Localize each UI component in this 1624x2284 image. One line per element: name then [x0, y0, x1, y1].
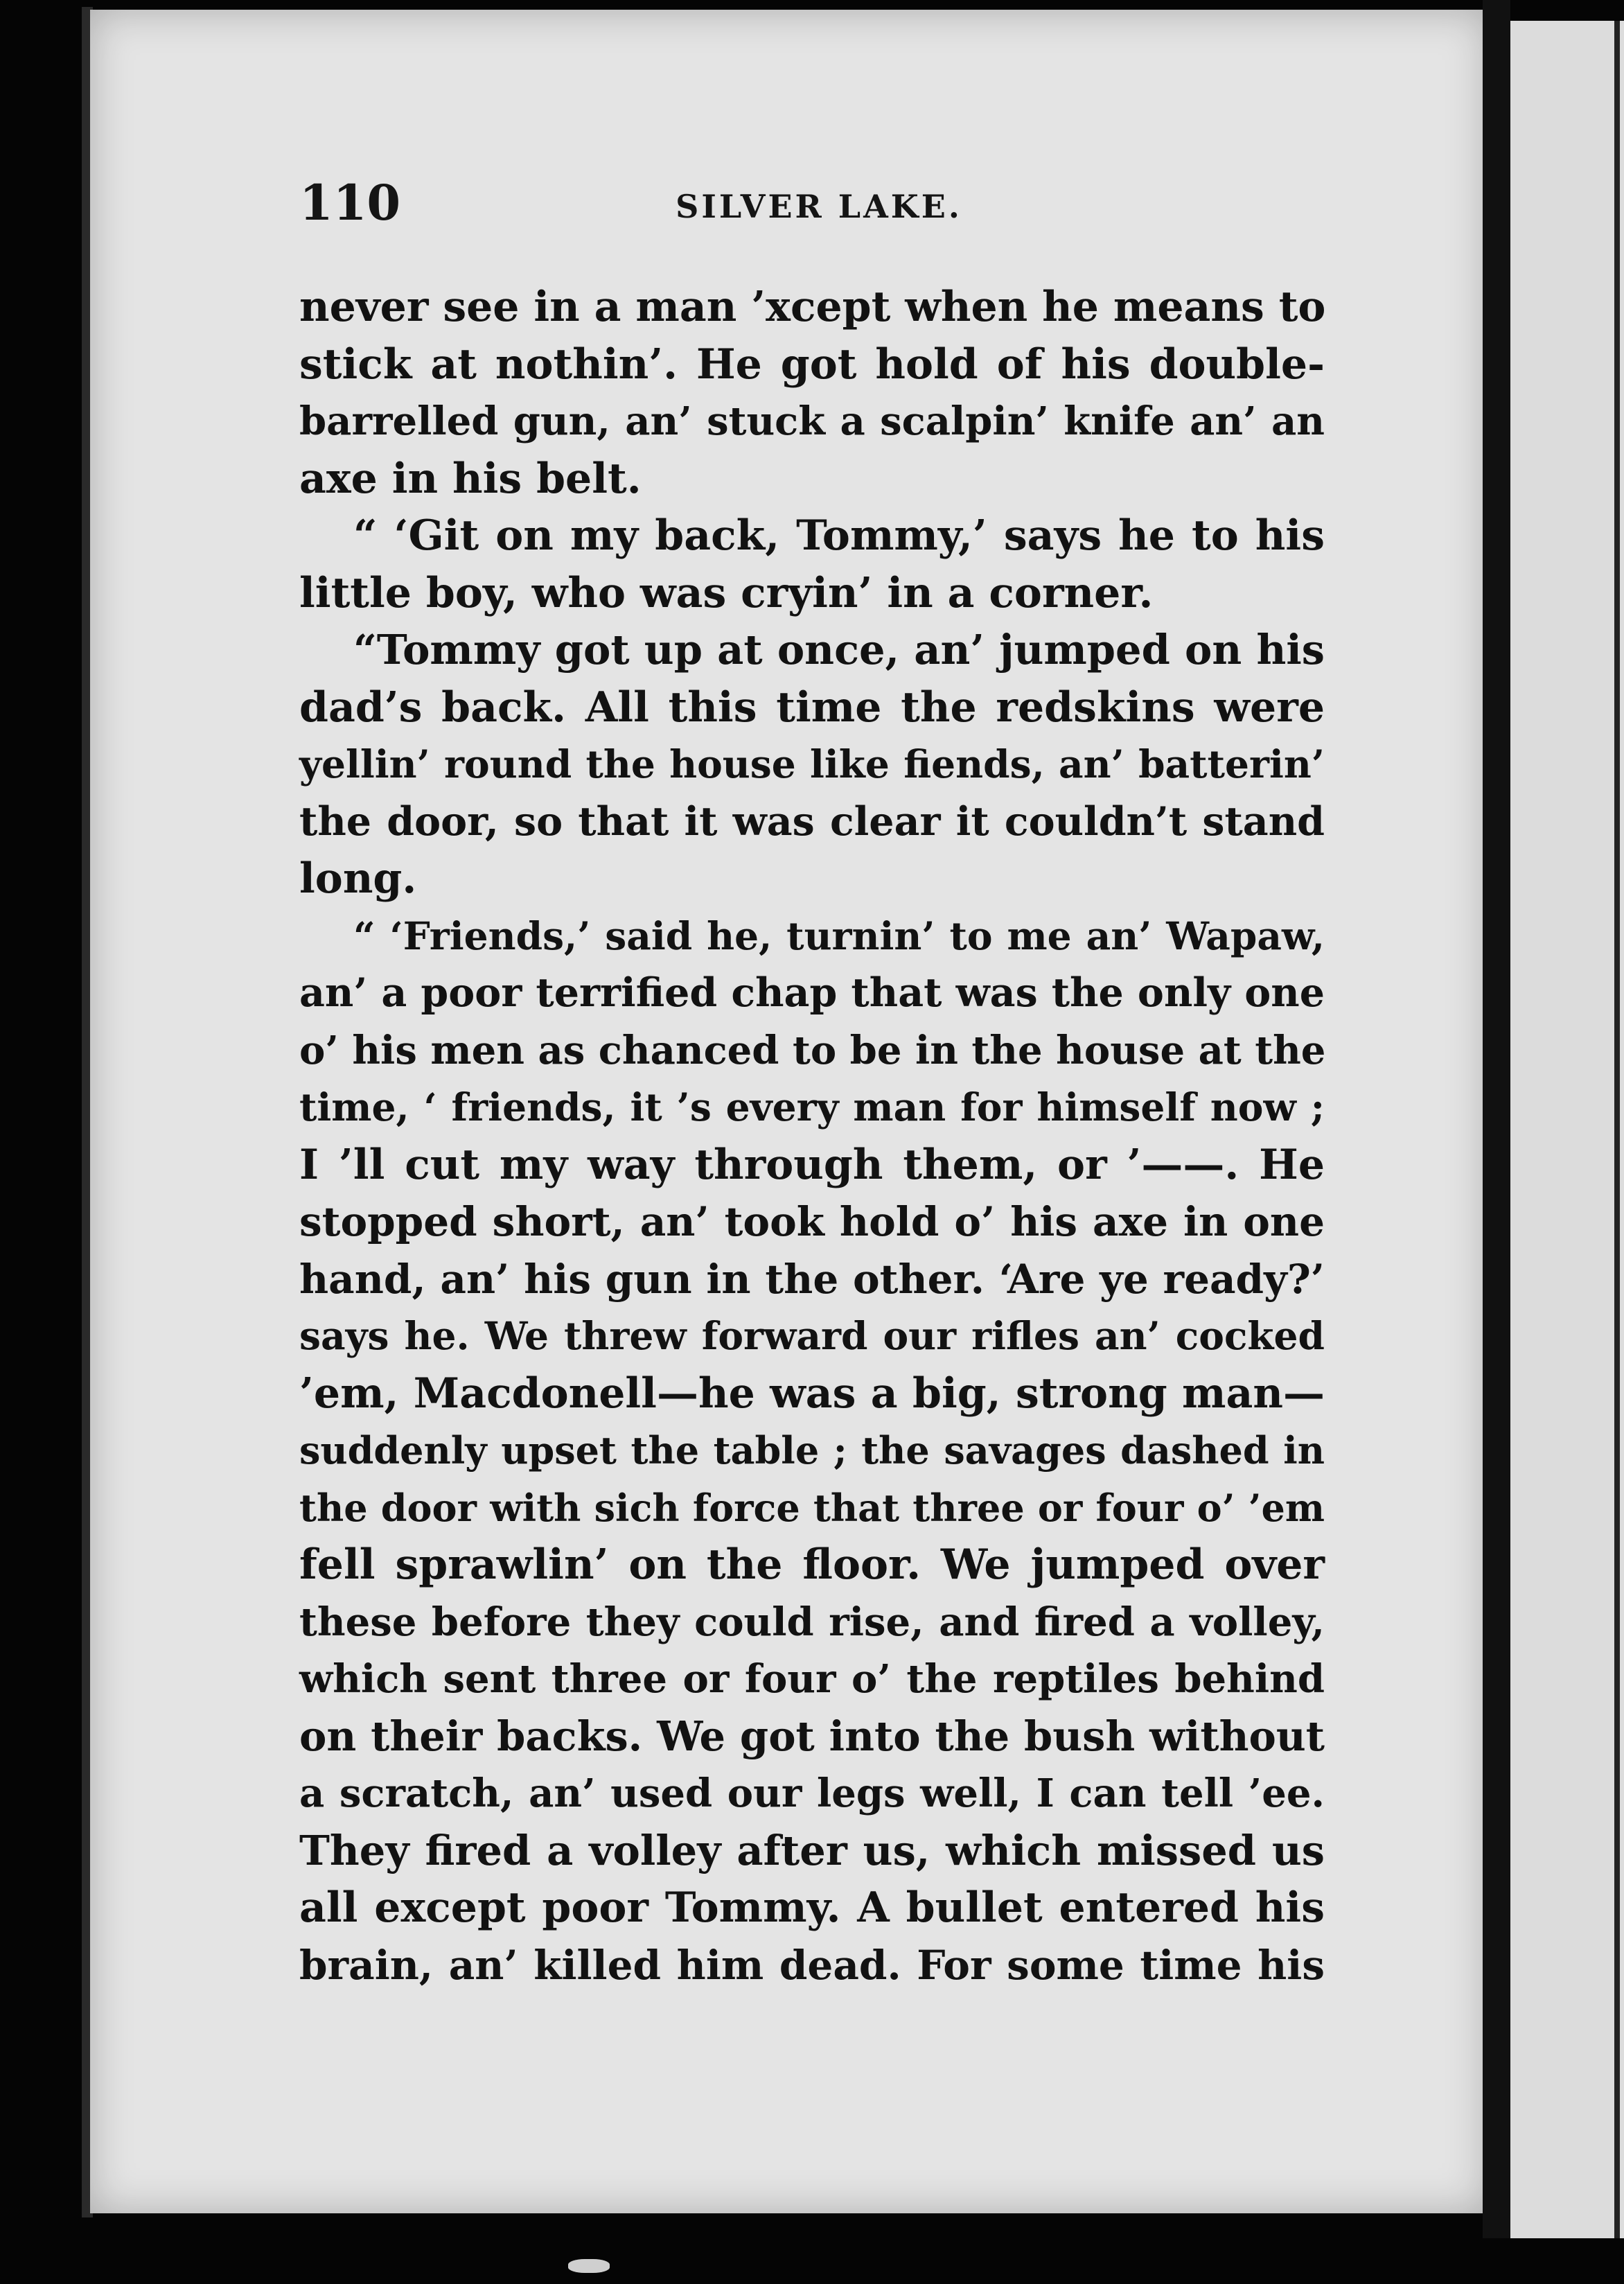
- scan-speck: [568, 2259, 610, 2273]
- text-line: o’ his men as chanced to be in the house at the: [299, 1027, 1326, 1073]
- text-line: “ ‘Friends,’ said he, turnin’ to me an’ Wapaw,: [353, 913, 1325, 958]
- text-line: stick at nothin’. He got hold of his double-: [299, 340, 1325, 389]
- text-line: fell sprawlin’ on the floor. We jumped over: [299, 1540, 1325, 1589]
- facing-page-edge: [1510, 21, 1624, 2238]
- text-line: “Tommy got up at once, an’ jumped on his: [353, 626, 1325, 674]
- text-line: stopped short, an’ took hold o’ his axe in one: [299, 1198, 1325, 1245]
- text-line: hand, an’ his gun in the other. ‘Are ye ready?’: [299, 1255, 1325, 1303]
- text-line: long.: [299, 854, 417, 903]
- text-line: dad’s back. All this time the redskins were: [299, 683, 1325, 732]
- text-line: never see in a man ’xcept when he means to: [299, 283, 1326, 331]
- text-line: all except poor Tommy. A bullet entered his: [299, 1883, 1325, 1932]
- running-title: SILVER LAKE.: [676, 188, 962, 225]
- text-line: these before they could rise, and fired a volley,: [299, 1599, 1325, 1645]
- text-line: which sent three or four o’ the reptiles behind: [299, 1656, 1325, 1702]
- text-line: ’em, Macdonell—he was a big, strong man—: [299, 1369, 1325, 1418]
- text-line: says he. We threw forward our rifles an’ cocked: [299, 1313, 1325, 1358]
- text-line: yellin’ round the house like fiends, an’ batterin’: [299, 741, 1325, 787]
- text-line: a scratch, an’ used our legs well, I can tell ’ee.: [299, 1771, 1325, 1816]
- text-line: the door with sich force that three or four o’ ’em: [299, 1485, 1325, 1530]
- text-line: I ’ll cut my way through them, or ’——. He: [299, 1140, 1325, 1189]
- running-header: [299, 172, 1325, 234]
- text-line: little boy, who was cryin’ in a corner.: [299, 568, 1154, 617]
- text-line: brain, an’ killed him dead. For some time his: [299, 1941, 1325, 1989]
- book-gutter: [1483, 0, 1510, 2238]
- text-line: on their backs. We got into the bush without: [299, 1712, 1325, 1760]
- page-number: 110: [299, 174, 401, 231]
- text-line: They fired a volley after us, which missed us: [299, 1826, 1325, 1874]
- text-line: “ ‘Git on my back, Tommy,’ says he to his: [353, 511, 1325, 560]
- facing-page-border: [1614, 21, 1620, 2238]
- text-line: time, ‘ friends, it ’s every man for himself now ;: [299, 1084, 1325, 1130]
- body-text: [299, 279, 1325, 1994]
- text-line: suddenly upset the table ; the savages dashed in: [299, 1428, 1325, 1473]
- text-line: the door, so that it was clear it couldn’t stand: [299, 798, 1325, 845]
- text-line: axe in his belt.: [299, 454, 642, 503]
- text-line: barrelled gun, an’ stuck a scalpin’ knife an’ an: [299, 398, 1325, 444]
- text-line: an’ a poor terrified chap that was the only one: [299, 969, 1325, 1016]
